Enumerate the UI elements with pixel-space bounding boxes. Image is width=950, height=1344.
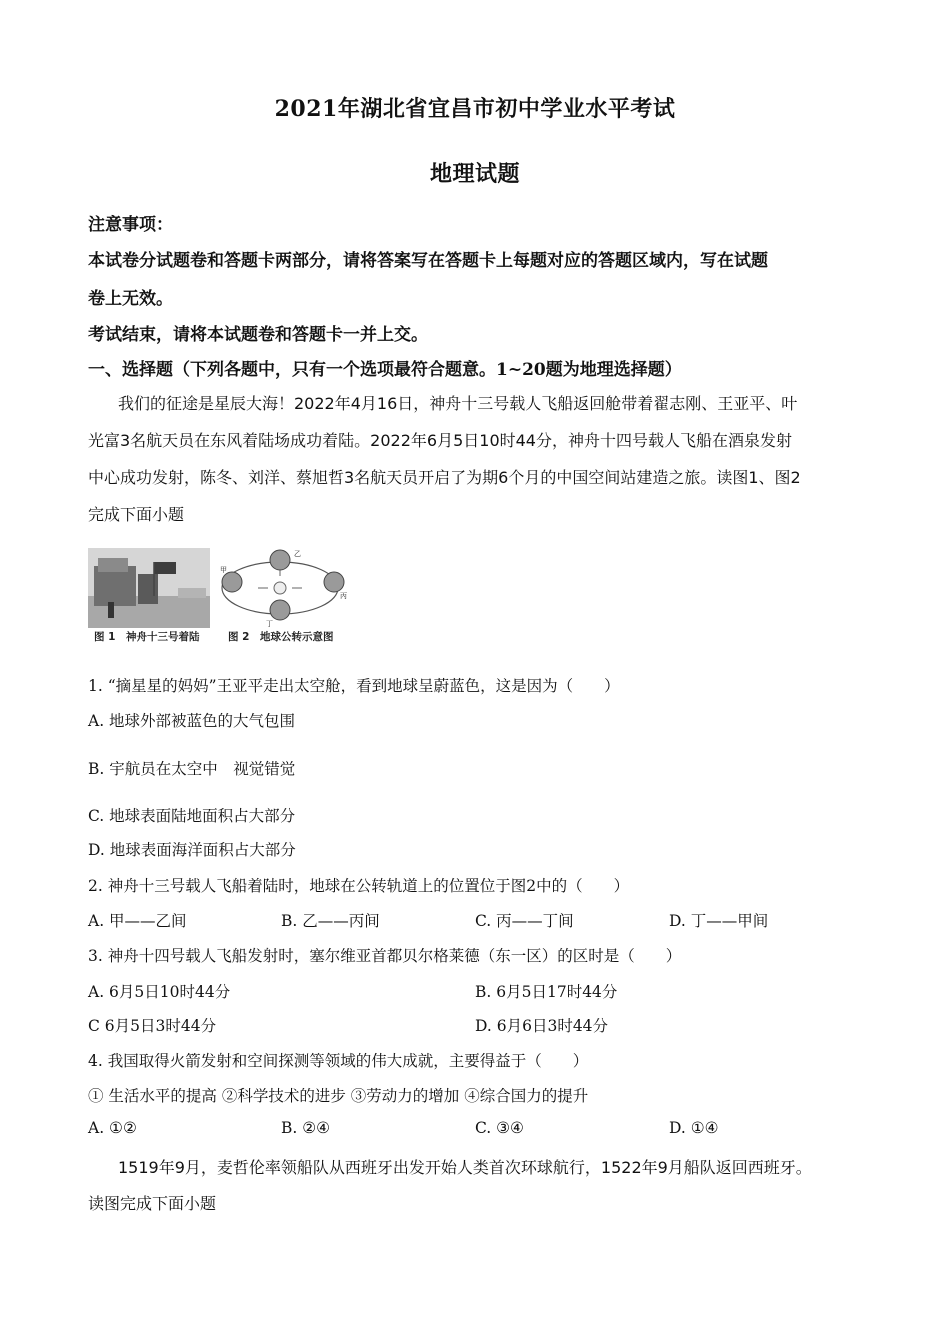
- notice-line-1b: 卷上无效。: [88, 289, 173, 309]
- q2-option-d: D. 丁——甲间: [669, 912, 769, 930]
- q4-option-c: C. ③④: [475, 1119, 524, 1137]
- q1-option-b: B. 宇航员在太空中 视觉错觉: [88, 760, 296, 778]
- orbit-label-ding: 丁: [266, 620, 273, 628]
- notice-line-2: 考试结束，请将本试题卷和答题卡一并上交。: [88, 325, 428, 345]
- q4-stem: 4. 我国取得火箭发射和空间探测等领域的伟大成就，主要得益于（ ）: [88, 1052, 589, 1070]
- earth-orbit-diagram: [216, 548, 350, 628]
- figure-2-caption: 图 2 地球公转示意图: [228, 631, 334, 643]
- q3-option-d: D. 6月6日3时44分: [475, 1017, 609, 1035]
- q1-option-d: D. 地球表面海洋面积占大部分: [88, 841, 296, 859]
- q2-option-a: A. 甲——乙间: [88, 912, 187, 930]
- q1-option-a: A. 地球外部被蓝色的大气包围: [88, 712, 296, 730]
- q2-stem: 2. 神舟十三号载人飞船着陆时，地球在公转轨道上的位置位于图2中的（ ）: [88, 877, 630, 895]
- landing-photo: [88, 548, 210, 628]
- exam-subtitle: 地理试题: [429, 161, 520, 187]
- passage-2-line-1: 1519年9月，麦哲伦率领船队从西班牙出发开始人类首次环球航行，1522年9月船队返回西班牙。: [118, 1158, 812, 1177]
- q4-items: ① 生活水平的提高 ②科学技术的进步 ③劳动力的增加 ④综合国力的提升: [88, 1087, 589, 1105]
- section-heading: 一、选择题（下列各题中，只有一个选项最符合题意。1~20题为地理选择题）: [88, 360, 682, 380]
- notice-heading: 注意事项：: [88, 215, 173, 235]
- orbit-label-jia: 甲: [220, 566, 227, 574]
- figures-block: [88, 548, 350, 648]
- orbit-label-bing: 丙: [340, 592, 347, 600]
- q3-option-b: B. 6月5日17时44分: [475, 983, 618, 1001]
- figure-1-caption: 图 1 神舟十三号着陆: [94, 631, 200, 643]
- q4-option-a: A. ①②: [88, 1119, 137, 1137]
- q4-option-b: B. ②④: [281, 1119, 331, 1137]
- passage-1-line-2: 光富3名航天员在东风着陆场成功着陆。2022年6月5日10时44分，神舟十四号载人飞船在酒泉发射: [88, 431, 792, 450]
- exam-title: 2021年湖北省宜昌市初中学业水平考试: [274, 96, 676, 122]
- passage-2-line-2: 读图完成下面小题: [88, 1194, 217, 1213]
- passage-1-line-3: 中心成功发射，陈冬、刘洋、蔡旭哲3名航天员开启了为期6个月的中国空间站建造之旅。读图1、图2: [88, 468, 801, 487]
- passage-1-line-1: 我们的征途是星辰大海！2022年4月16日，神舟十三号载人飞船返回舱带着翟志刚、王亚平、叶: [118, 394, 798, 413]
- q3-option-a: A. 6月5日10时44分: [88, 983, 231, 1001]
- q2-option-b: B. 乙——丙间: [281, 912, 380, 930]
- q3-option-c: C 6月5日3时44分: [88, 1017, 217, 1035]
- q3-stem: 3. 神舟十四号载人飞船发射时，塞尔维亚首都贝尔格莱德（东一区）的区时是（ ）: [88, 947, 682, 965]
- q2-option-c: C. 丙——丁间: [475, 912, 574, 930]
- passage-1-line-4: 完成下面小题: [88, 505, 185, 524]
- notice-line-1a: 本试卷分试题卷和答题卡两部分，请将答案写在答题卡上每题对应的答题区域内，写在试题: [88, 251, 768, 271]
- q1-stem: 1. “摘星星的妈妈”王亚平走出太空舱，看到地球呈蔚蓝色，这是因为（ ）: [88, 677, 620, 695]
- orbit-label-yi: 乙: [294, 550, 301, 558]
- q4-option-d: D. ①④: [669, 1119, 719, 1137]
- q1-option-c: C. 地球表面陆地面积占大部分: [88, 807, 296, 825]
